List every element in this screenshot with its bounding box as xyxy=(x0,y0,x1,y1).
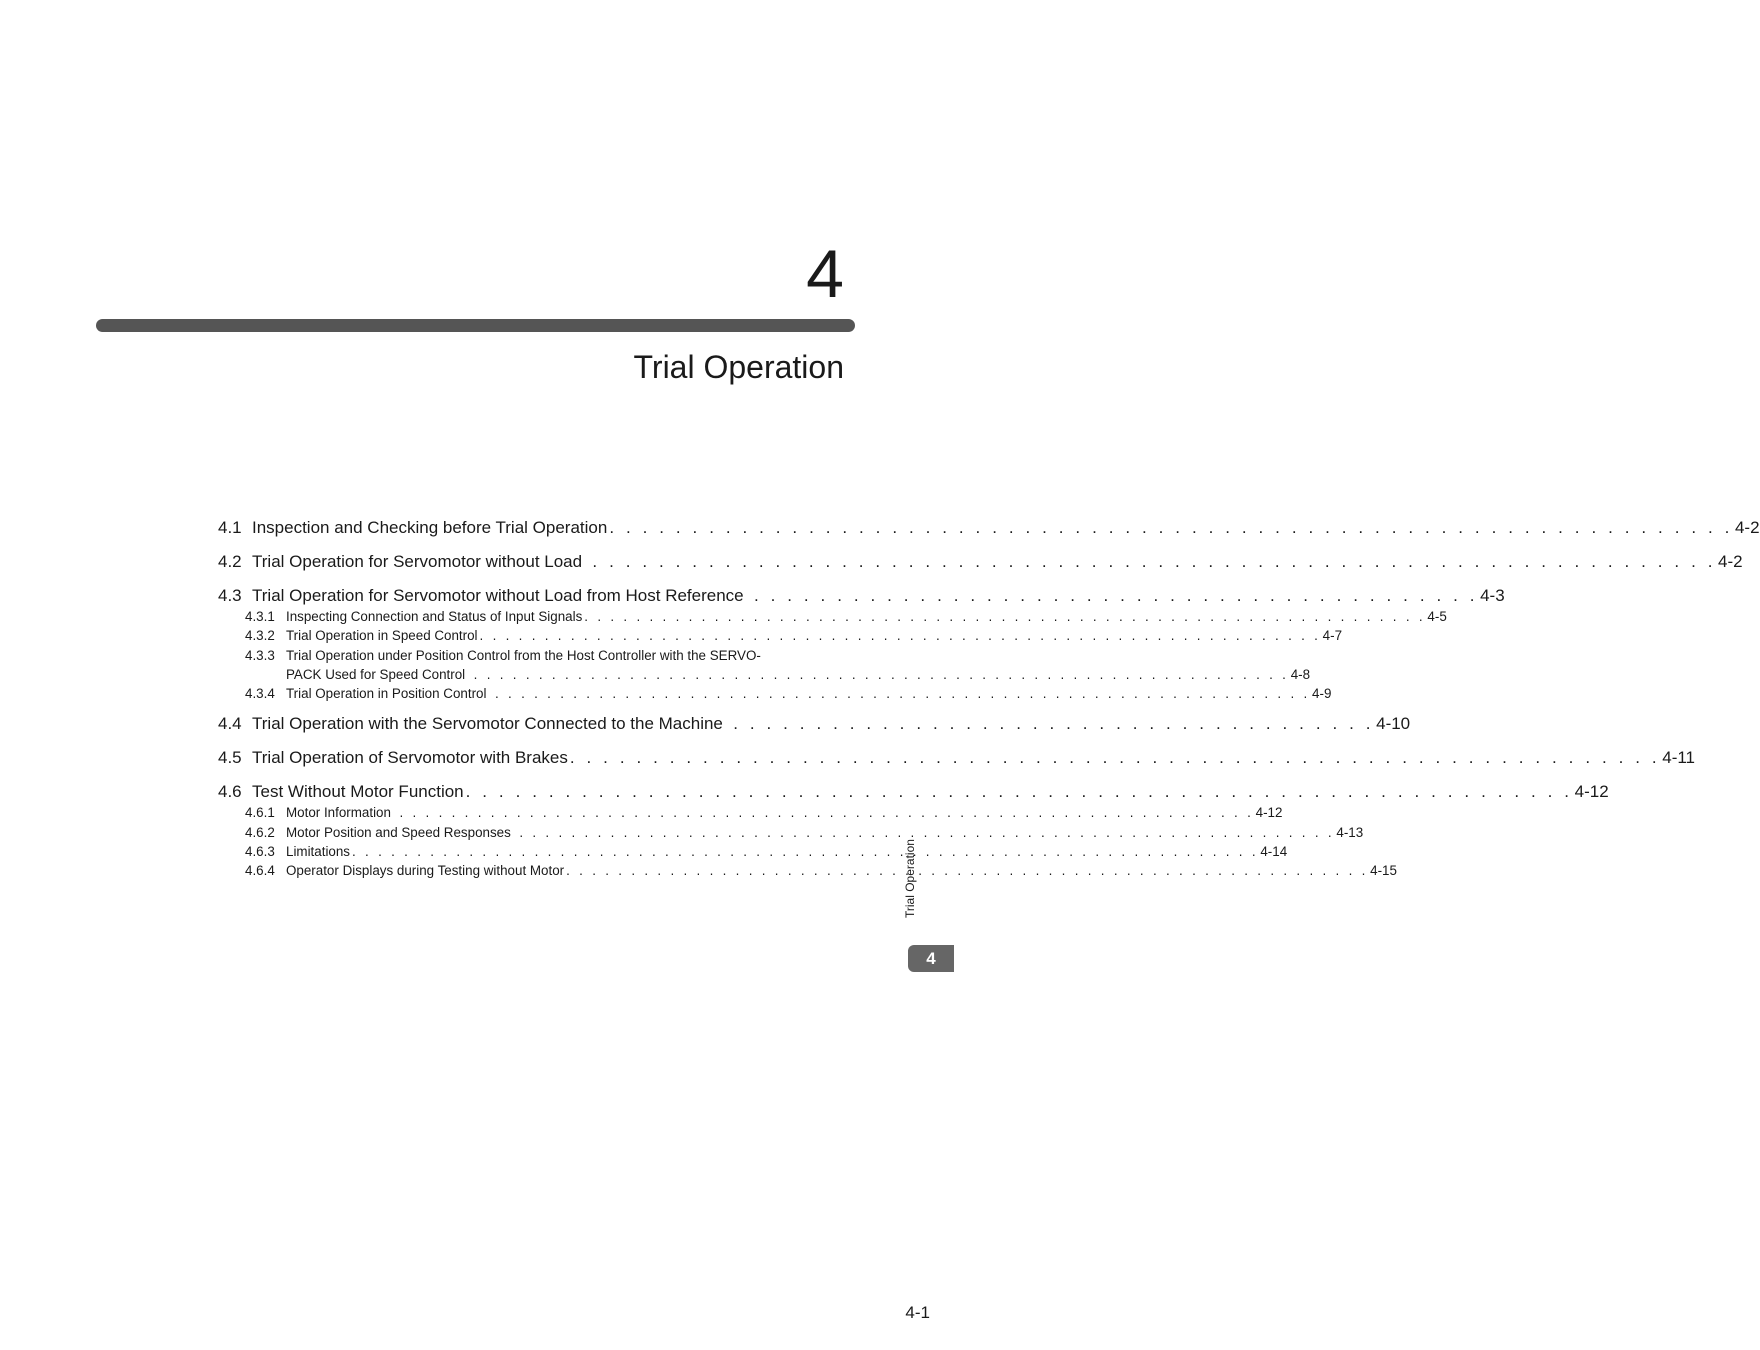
leader-dots: . . . . . . . . . . . . . . . . . . . . . . . . . . . . . . . . . . . . . . . . . . . . . . . . . . . . . . . . . . . . . . . . . xyxy=(479,628,1321,644)
toc-number: 4.3.1 xyxy=(245,609,275,624)
toc-number: 4.5 xyxy=(218,748,242,768)
toc-entry-4-3-3[interactable] xyxy=(218,646,845,665)
toc-label: Trial Operation in Speed Control xyxy=(286,628,478,644)
toc-entry-4-3-2[interactable] xyxy=(218,626,1343,645)
toc-page: 4-14 xyxy=(1260,844,1288,860)
leader-dots: . . . . . . . . . . . . . . . . . . . . . . . . . . . . . . . . . . . . . . . . . . . . . . . . . . . . . . . . . . . . . . . . . xyxy=(584,609,1426,624)
leader-dots: . . . . . . . . . . . . . . . . . . . . . . . . . . . . . . . . . . . . . . . . . . . . . . . . . . . . . . . . . . . . . . . xyxy=(467,666,1289,682)
toc-label: Trial Operation for Servomotor without Load from Host Reference xyxy=(252,586,744,605)
toc-entry-4-6-2[interactable] xyxy=(218,823,1364,842)
toc-page: 4-5 xyxy=(1427,609,1447,624)
chapter-side-tab[interactable]: 4 xyxy=(908,945,954,972)
toc-page: 4-2 xyxy=(1718,552,1743,571)
leader-dots: . . . . . . . . . . . . . . . . . . . . . . . . . . . . . . . . . . . . . . . . . . . . . . . . . . . . . . . . . . . . . . . . . . . xyxy=(465,782,1573,802)
toc-label: Trial Operation with the Servomotor Connected to the Machine xyxy=(252,714,723,734)
side-tab-label: Trial Operation xyxy=(903,839,917,918)
toc-number: 4.3 xyxy=(218,586,242,605)
toc-entry-4-3-1[interactable] xyxy=(218,607,1447,626)
leader-dots: . . . . . . . . . . . . . . . . . . . . . . . . . . . . . . . . . . . . . . . . . . . . . . . . . . . . . . . . . . . . . . xyxy=(566,863,1369,879)
toc-label: Trial Operation of Servomotor with Brakes xyxy=(252,748,568,768)
toc-page: 4-10 xyxy=(1376,714,1411,734)
table-of-contents xyxy=(218,517,1760,881)
toc-label: Inspecting Connection and Status of Input Signals xyxy=(286,609,583,624)
leader-dots: . . . . . . . . . . . . . . . . . . . . . . . . . . . . . . . . . . . . . . . . . . . . . . . . . . . . . . . . . . . . . . . . . . . . . . xyxy=(352,844,1259,860)
toc-page: 4-15 xyxy=(1370,863,1397,879)
leader-dots: . . . . . . . . . . . . . . . . . . . . . . . . . . . . . . . . . . . . . . . . . . . . xyxy=(745,586,1479,605)
chapter-title: Trial Operation xyxy=(633,349,844,385)
toc-page: 4-12 xyxy=(1255,805,1283,821)
toc-number: 4.3.3 xyxy=(245,647,275,663)
toc-label: Motor Position and Speed Responses xyxy=(286,824,511,840)
toc-page: 4-3 xyxy=(1480,586,1505,605)
toc-label: Inspection and Checking before Trial Operation xyxy=(252,518,608,537)
leader-dots: . . . . . . . . . . . . . . . . . . . . . . . . . . . . . . . . . . . . . . . . . . . . . . . . . . . . . . . . . . . . . . . . . . . . xyxy=(609,518,1733,537)
toc-page: 4-13 xyxy=(1336,824,1364,840)
toc-entry-4-6-4[interactable] xyxy=(218,861,1397,880)
toc-entry-4-3-4[interactable] xyxy=(218,684,1332,703)
chapter-divider-bar xyxy=(96,319,855,332)
toc-number: 4.6.1 xyxy=(245,805,275,821)
leader-dots: . . . . . . . . . . . . . . . . . . . . . . . . . . . . . . . . . . . . . . . . . . . . . . . . . . . . . . . . . . . . . . . . . . xyxy=(392,805,1254,821)
toc-entry-4-3[interactable] xyxy=(218,585,1505,607)
toc-entry-4-6-3[interactable] xyxy=(218,842,1288,861)
toc-page: 4-9 xyxy=(1312,686,1332,702)
toc-label: Operator Displays during Testing without Motor xyxy=(286,863,565,879)
leader-dots: . . . . . . . . . . . . . . . . . . . . . . . . . . . . . . . . . . . . . . . . . . . . . . . . . . . . . . . . . . . . . . . . . . xyxy=(569,748,1661,768)
toc-label-continued: PACK Used for Speed Control xyxy=(286,666,466,682)
toc-number: 4.6.4 xyxy=(245,863,275,879)
toc-label: Trial Operation under Position Control from the Host Controller with the SERVO- xyxy=(286,647,761,663)
toc-number: 4.4 xyxy=(218,714,242,734)
leader-dots: . . . . . . . . . . . . . . . . . . . . . . . . . . . . . . . . . . . . . . . . . . . . . . . . . . . . . . . . . . . . . . . xyxy=(512,824,1335,840)
toc-label: Trial Operation in Position Control xyxy=(286,686,487,702)
toc-page: 4-8 xyxy=(1290,666,1311,682)
toc-page: 4-2 xyxy=(1734,518,1760,537)
toc-entry-4-2[interactable] xyxy=(218,551,1743,585)
leader-dots: . . . . . . . . . . . . . . . . . . . . . . . . . . . . . . . . . . . . . . . . . . . . . . . . . . . . . . . . . . . . . . . xyxy=(488,686,1311,702)
toc-page: 4-7 xyxy=(1322,628,1343,644)
toc-number: 4.6 xyxy=(218,782,242,802)
leader-dots: . . . . . . . . . . . . . . . . . . . . . . . . . . . . . . . . . . . . . . . . . . . . . . . . . . . . . . . . . . . . . . . . . . . . xyxy=(584,552,1717,571)
toc-number: 4.6.3 xyxy=(245,844,275,860)
toc-label: Test Without Motor Function xyxy=(252,782,464,802)
toc-entry-4-3-3-continued[interactable] xyxy=(218,665,1311,684)
toc-entry-4-5[interactable] xyxy=(218,747,1695,781)
toc-entry-4-6-1[interactable] xyxy=(218,803,1283,822)
toc-number: 4.3.4 xyxy=(245,686,275,702)
toc-label: Motor Information xyxy=(286,805,391,821)
toc-label: Trial Operation for Servomotor without Load xyxy=(252,552,583,571)
chapter-number: 4 xyxy=(806,236,844,312)
toc-number: 4.6.2 xyxy=(245,824,275,840)
toc-number: 4.2 xyxy=(218,552,242,571)
toc-page: 4-12 xyxy=(1574,782,1609,802)
toc-entry-4-6[interactable] xyxy=(218,781,1609,803)
toc-number: 4.3.2 xyxy=(245,628,275,644)
toc-label: Limitations xyxy=(286,844,351,860)
leader-dots: . . . . . . . . . . . . . . . . . . . . . . . . . . . . . . . . . . . . . . . xyxy=(724,714,1375,734)
toc-entry-4-4[interactable] xyxy=(218,713,1411,747)
page-number: 4-1 xyxy=(905,1303,930,1322)
toc-number: 4.1 xyxy=(218,518,242,537)
toc-entry-4-1[interactable] xyxy=(218,517,1760,551)
toc-page: 4-11 xyxy=(1662,748,1695,768)
